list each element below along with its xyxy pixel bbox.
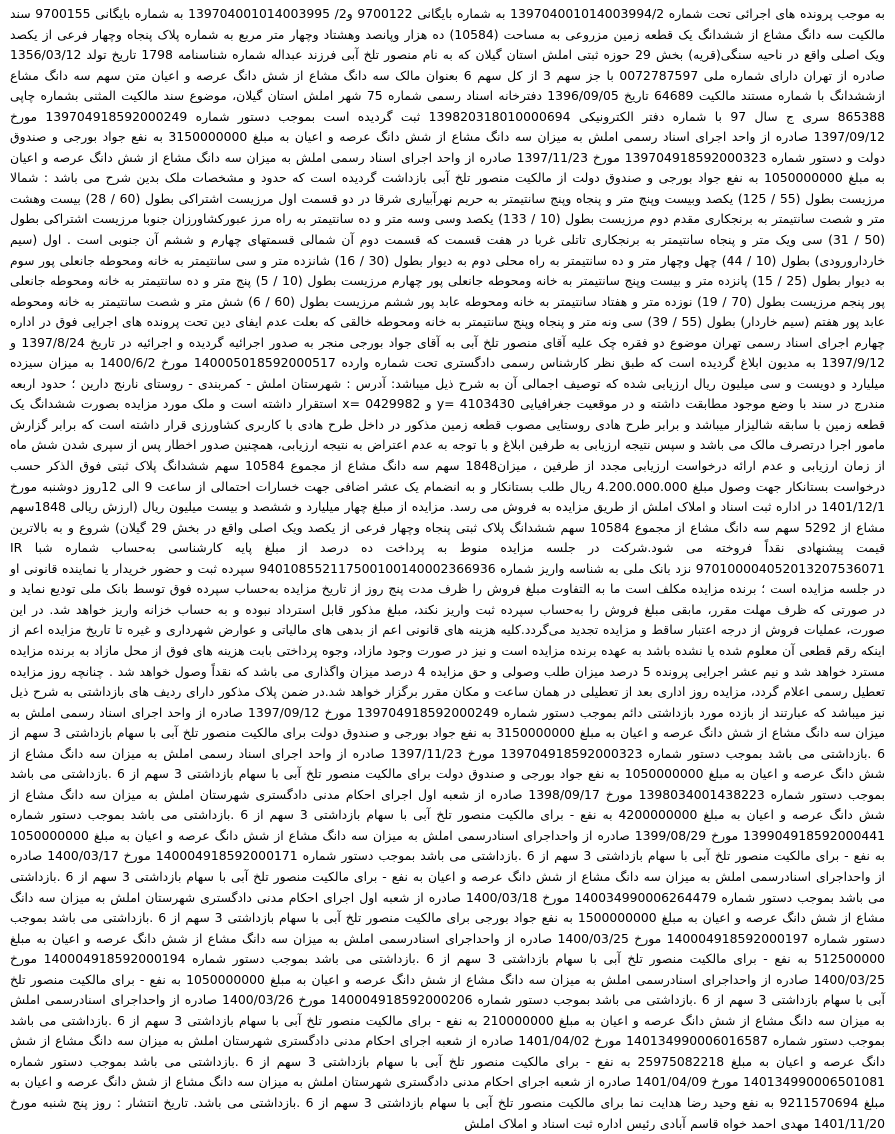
auction-notice-body: به موجب پرونده های اجرائی تحت شماره 139704001014003994/2 به شماره بایگانی 9700122 و2/ 139704001014003995 به شماره بایگانی 9700155 سند مالکیت سه دانگ مشاع از ششدانگ یک قطعه زمین مزروعی به مساحت (10584) ده هزار وپانصد وهشتاد وچهار متر مربع به شماره پلاک پنجاه وچهار فرعی از یکصد ویک اصلی واقع در ناحیه سنگی(قریه) بخش 29 حوزه ثبتی املش استان گیلان که به نام منصور تلخ آبی فرزند عبداله شماره شناسنامه 1798 تاریخ تولد 1356/03/12 صادره از تهران دارای شماره ملی 0072787597 با جز سهم 3 از کل سهم 6 بعنوان مالک سه دانگ مشاع از شش دانگ عرصه و اعیان متن سهم سه دانگ مشاع ازششدانگ با شماره مستند مالکیت 64689 تاریخ 1396/09/05 دفترخانه اسناد رسمی شماره 75 شهر املش استان گیلان، موضوع سند مالکیت المثنی بشماره چاپی 865388 سری ج سال 97 با شماره دفتر الکترونیکی 139820318010000694 ثبت گردیده است بموجب دستور شماره 139704918592000249 مورخ 1397/09/12 صادره از واحد اجرای اسناد رسمی املش به میزان سه دانگ مشاع از شش دانگ عرصه و اعیان به مبلغ 3150000000 به نفع جواد بورجی و صندوق دولت و دستور شماره 139704918592000323 مورخ 1397/11/23 صادره از واحد اجرای اسناد رسمی املش به میزان سه دانگ مشاع از شش دانگ عرصه و اعیان به مبلغ 1050000000 به نفع جواد بورجی و صندوق دولت از مالکیت منصور تلخ آبی بازداشت گردیده است که حدود و مشخصات ملک بدین شرح می باشد : شمالا مرزیست بطول (55 / 125) یکصد وبیست وپنج متر و پنجاه وپنج سانتیمتر به حریم نهرآبیاری شرقا در دو قسمت اول مرزیست اشتراکی بطول (60 / 28) بیست وهشت متر و شصت سانتیمتر به برنجکاری مقدم دوم مرزیست بطول (10 / 133) یکصد وسی وسه متر و ده سانتیمتر به راه مرز عبورکشاورزان جنوبا مرزیست اشتراکی بطول (50 / 31) سی ویک متر و پنجاه سانتیمتر به برنجکاری تاتلی غربا در هفت قسمت که قسمت دوم آن شمالی قسمتهای چهارم و ششم آن جنوبی است . اول (سیم خاردارورودی) بطول (10 / 44) چهل وچهار متر و ده سانتیمتر به راه محلی دوم به دیوار بطول (30 / 16) شانزده متر و سی سانتیمتر به خانه ومحوطه جانعلی پور سوم به دیوار بطول (25 / 15) پانزده متر و بیست وپنج سانتیمتر به خانه ومحوطه جانعلی پور چهارم مرزیست بطول (10 / 5) پنج متر و ده سانتیمتر به خانه ومحوطه جانعلی پور پنجم مرزیست بطول (70 / 19) نوزده متر و هفتاد سانتیمتر به خانه ومحوطه عابد پور ششم مرزیست بطول (60 / 6) شش متر و شصت سانتیمتر به خانه ومحوطه عابد پور هفتم (سیم خاردار) بطول (55 / 39) سی ونه متر و پنجاه وپنج سانتیمتر به خانه ومحوطه خالقی که بعلت عدم ایفای دین تحت پرونده های اجرایی فوق در اداره چهارم اجرای اسناد رسمی تهران موضوع دو فقره چک علیه آقای منصور تلخ آبی به آقای جواد بورجی منجر به صدور اجرائیه گردیده و اجرائیه در تاریخ 1397/8/24 و 1397/9/12 به مدیون ابلاغ گردیده است که طبق نظر کارشناس رسمی دادگستری تحت شماره وارده 140005018592000517 مورخ 1400/6/2 به میزان سیزده میلیارد و دویست و سی میلیون ریال ارزیابی شده که توصیف اجمالی آن به شرح ذیل میباشد: آدرس : شهرستان املش - کمربندی - روستای نارنج دارین ؛ حدود اربعه مندرج در سند با وضع موجود مطابقت داشته و در موقعیت جغرافیایی 4103430 =y و 0429982 =x استقرار داشته است و ملک مورد مزایده بصورت ششدانگ یک قطعه زمین با سابقه شالیزار میباشد و برابر طرح هادی روستایی مصوب قطعه زمین مذکور در داخل طرح هادی با کاربری کشاورزی قرار داشته است که برابر گزارش مامور اجرا درتصرف مالک می باشد و سپس نتیجه ارزیابی به طرفین ابلاغ و با توجه به عدم اعتراض به نتیجه ارزیابی، همچنین صدور اخطار پس از سپری شدن شش ماه از زمان ارزیابی و عدم ارائه درخواست ارزیابی مجدد از طرفین ، میزان1848 سهم سه دانگ مشاع از مجموع 10584 سهم ششدانگ پلاک ثبتی فوق الذکر حسب درخواست بستانکار جهت وصول مبلغ 4.200.000.000 ریال طلب بستانکار و به انضمام یک عشر اضافی جهت خسارات احتمالی از ساعت 9 الی 12روز دوشنبه مورخ 1401/12/1 در اداره ثبت اسناد و املاک املش از طریق مزایده به فروش می رسد. مزایده از مبلغ چهار میلیارد و ششصد و بیست میلیون ریال (ارزش ریالی 1848سهم مشاع از 5292 سهم سه دانگ مشاع از مجموع 10584 سهم ششدانگ پلاک ثبتی پنجاه وچهار فرعی از یکصد ویک اصلی واقع در بخش 29 گیلان) شروع و به بالاترین قیمت پیشنهادی نقداً فروخته می شود.شرکت در جلسه مزایده منوط به پرداخت ده درصد از مبلغ پایه کارشناسی به‌حساب شماره شبا IR 970100004052013207536071 نزد بانک ملی به شناسه واریز شماره 940108552117500100140002366936 سپرده ثبت و حضور خریدار یا نماینده قانونی او در جلسه مزایده است ؛ برنده مزایده مکلف است ما به التفاوت مبلغ فروش را ظرف مدت پنج روز از تاریخ مزایده به‌حساب سپرده فوق توسط بانک ملی تودیع نماید و در صورتی که ظرف مهلت مقرر، مابقی مبلغ فروش را به‌حساب سپرده ثبت واریز نکند، مبلغ مذکور قابل استرداد نبوده و به حساب خزانه واریز خواهد شد. در این صورت، عملیات فروش از درجه اعتبار ساقط و مزایده تجدید می‌گردد.کلیه هزینه های قانونی اعم از بدهی های مالیاتی و عوارض شهرداری و غیره تا تاریخ مزایده اعم از اینکه رقم قطعی آن معلوم شده یا نشده باشد به عهده برنده مزایده است و نیز در صورت وجود مازاد، وجوه پرداختی بابت هزینه های فوق از محل مازاد به برنده مزایده مسترد خواهد شد و نیم عشر اجرایی پرونده 5 درصد میزان طلب وصولی و حق مزایده 4 درصد میزان واگذاری می باشد که نقداً وصول خواهد شد . چنانچه روز مزایده تعطیل رسمی اعلام گردد، مزایده روز اداری بعد از تعطیلی در همان ساعت و مکان مقرر برگزار خواهد شد.در ضمن پلاک مذکور دارای ردیف های بازداشتی به شرح ذیل نیز میباشد که عبارتند از بازده مورد بازداشتی دائم بموجب دستور شماره 139704918592000249 مورخ 1397/09/12 صادره از واحد اجرای اسناد رسمی املش به میزان سه دانگ مشاع از شش دانگ عرصه و اعیان به مبلغ 3150000000 به نفع جواد بورجی و صندوق دولت برای مالکیت منصور تلخ آبی با سهام بازداشتی 3 سهم از 6 .بازداشتی می باشد بموجب دستور شماره 139704918592000323 مورخ 1397/11/23 صادره از واحد اجرای اسناد رسمی املش به میزان سه دانگ مشاع از شش دانگ عرصه و اعیان به مبلغ 1050000000 به نفع جواد بورجی و صندوق دولت برای مالکیت منصور تلخ آبی با سهام بازداشتی 3 سهم از 6 .بازداشتی می باشد بموجب دستور شماره 1398034001438223 مورخ 1398/09/17 صادره از شعبه اول اجرای احکام مدنی دادگستری شهرستان املش به میزان سه دانگ مشاع از شش دانگ عرصه و اعیان به مبلغ 4200000000 به نفع - برای مالکیت منصور تلخ آبی با سهام بازداشتی 3 سهم از 6 .بازداشتی می باشد بموجب دستور شماره 139904918592000441 مورخ 1399/08/29 صادره از واحداجرای اسنادرسمی املش به میزان سه دانگ مشاع از شش دانگ عرصه و اعیان به مبلغ 1050000000 به نفع - برای مالکیت منصور تلخ آبی با سهام بازداشتی 3 سهم از 6 .بازداشتی می باشد بموجب دستور شماره 140004918592000171 مورخ 1400/03/17 صادره از واحداجرای اسنادرسمی املش به میزان سه دانگ مشاع از شش دانگ عرصه و اعیان به نفع - برای مالکیت منصور تلخ آبی با سهام بازداشتی 3 سهم از 6 .بازداشتی می باشد بموجب دستور شماره 140034990006264479 مورخ 1400/03/18 صادره از شعبه اول اجرای احکام مدنی دادگستری شهرستان املش به میزان سه دانگ مشاع از شش دانگ عرصه و اعیان به مبلغ 1500000000 به نفع جواد بورجی برای مالکیت منصور تلخ آبی با سهام بازداشتی 3 سهم از 6 .بازداشتی می باشد بموجب دستور شماره 140004918592000197 مورخ 1400/03/25 صادره از واحداجرای اسنادرسمی املش به میزان سه دانگ مشاع از شش دانگ عرصه و اعیان به مبلغ 512500000 به نفع - برای مالکیت منصور تلخ آبی با سهام بازداشتی 3 سهم از 6 .بازداشتی می باشد بموجب دستور شماره 140004918592000194 مورخ 1400/03/25 صادره از واحداجرای اسنادرسمی املش به میزان سه دانگ مشاع از شش دانگ عرصه و اعیان به مبلغ 1050000000 به نفع - برای مالکیت منصور تلخ آبی با سهام بازداشتی 3 سهم از 6 .بازداشتی می باشد بموجب دستور شماره 140004918592000206 مورخ 1400/03/26 صادره از واحداجرای اسنادرسمی املش به میزان سه دانگ مشاع از شش دانگ عرصه و اعیان به مبلغ 210000000 به نفع - برای مالکیت منصور تلخ آبی با سهام بازداشتی 3 سهم از 6 .بازداشتی می باشد بموجب دستور شماره 140134990006016587 مورخ 1401/04/02 صادره از شعبه اجرای احکام مدنی دادگستری شهرستان املش به میزان سه دانگ مشاع از شش دانگ عرصه و اعیان به مبلغ 25975082218 به نفع - برای مالکیت منصور تلخ آبی با سهام بازداشتی 3 سهم از 6 .بازداشتی می باشد بموجب دستور شماره 140134990006501081 مورخ 1401/04/09 صادره از شعبه اجرای احکام مدنی دادگستری شهرستان املش به میزان سه دانگ مشاع از شش دانگ عرصه و اعیان به مبلغ 9211570694 به نفع وحید رضا هدایت نما برای مالکیت منصور تلخ آبی با سهام بازداشتی 3 سهم از 6 .بازداشتی می باشد. تاریخ انتشار : روز پنج شنبه مورخ 1401/11/20 مهدی احمد خواه قاسم آبادی رئیس اداره ثبت اسناد و املاک املش bbox=[10, 6, 886, 1131]
